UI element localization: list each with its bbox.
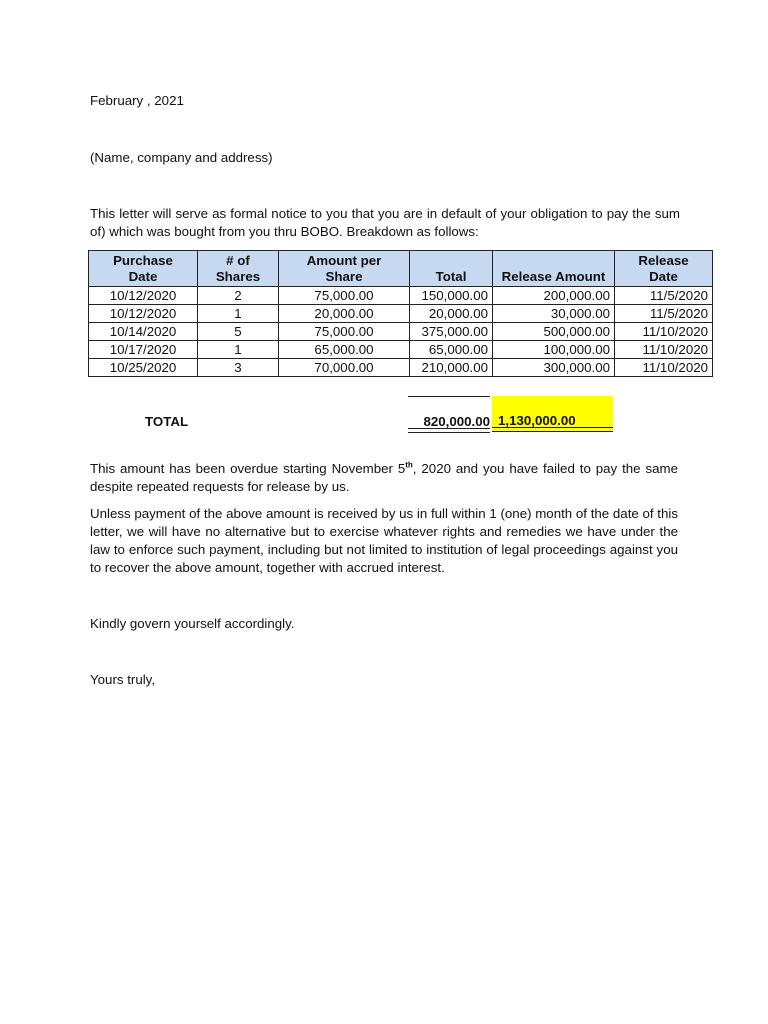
- table-row: [89, 341, 713, 359]
- cell-release-date: 11/10/2020: [615, 341, 713, 359]
- payment-demand-paragraph: Unless payment of the above amount is received by us in full within 1 (one) month of the date of this letter, we will have no alternative but to exercise whatever rights and remedies we have under the law to enforce such payment, including but not limited to institution of legal proceedings against you to recover the above amount, together with accrued interest.: [90, 506, 678, 575]
- letter-date: February , 2021: [90, 93, 184, 108]
- cell-total: 65,000.00: [410, 341, 493, 359]
- header-purchase-date: Purchase Date: [89, 251, 198, 287]
- header-total: Total: [410, 251, 493, 287]
- cell-shares: 2: [198, 287, 279, 305]
- double-underline: [408, 428, 490, 433]
- total-value: 820,000.00: [423, 414, 490, 429]
- cell-purchase-date: 10/12/2020: [89, 287, 198, 305]
- cell-total: 150,000.00: [410, 287, 493, 305]
- cell-release-date: 11/10/2020: [615, 323, 713, 341]
- total-release-amount: 1,130,000.00: [498, 413, 576, 428]
- addressee: (Name, company and address): [90, 150, 273, 165]
- cell-shares: 3: [198, 359, 279, 377]
- cell-purchase-date: 10/17/2020: [89, 341, 198, 359]
- total-release-cell: [492, 396, 613, 432]
- header-release-date: Release Date: [615, 251, 713, 287]
- cell-purchase-date: 10/14/2020: [89, 323, 198, 341]
- cell-release-date: 11/5/2020: [615, 305, 713, 323]
- header-amount-per-share: Amount per Share: [279, 251, 410, 287]
- cell-purchase-date: 10/25/2020: [89, 359, 198, 377]
- cell-purchase-date: 10/12/2020: [89, 305, 198, 323]
- cell-total: 210,000.00: [410, 359, 493, 377]
- cell-release-date: 11/10/2020: [615, 359, 713, 377]
- cell-release-amount: 200,000.00: [493, 287, 615, 305]
- total-value-cell: [408, 396, 490, 433]
- table-row: [89, 323, 713, 341]
- closing-line: Yours truly,: [90, 672, 156, 687]
- cell-shares: 1: [198, 305, 279, 323]
- cell-amount: 75,000.00: [279, 287, 410, 305]
- table-header-row: [89, 251, 713, 287]
- cell-amount: 20,000.00: [279, 305, 410, 323]
- cell-release-amount: 500,000.00: [493, 323, 615, 341]
- header-release-amount: Release Amount: [493, 251, 615, 287]
- table-row: [89, 305, 713, 323]
- shares-table: [88, 250, 713, 377]
- total-label: TOTAL: [145, 414, 189, 429]
- table-row: [89, 287, 713, 305]
- header-shares: # of Shares: [198, 251, 279, 287]
- cell-release-date: 11/5/2020: [615, 287, 713, 305]
- cell-shares: 5: [198, 323, 279, 341]
- cell-total: 20,000.00: [410, 305, 493, 323]
- cell-amount: 75,000.00: [279, 323, 410, 341]
- double-underline: [492, 427, 613, 432]
- cell-release-amount: 100,000.00: [493, 341, 615, 359]
- cell-shares: 1: [198, 341, 279, 359]
- govern-line: Kindly govern yourself accordingly.: [90, 616, 295, 631]
- cell-release-amount: 300,000.00: [493, 359, 615, 377]
- cell-amount: 65,000.00: [279, 341, 410, 359]
- cell-total: 375,000.00: [410, 323, 493, 341]
- overdue-paragraph: This amount has been overdue starting November 5th, 2020 and you have failed to pay the same despite repeated requests for release by us.: [90, 460, 679, 494]
- table-row: [89, 359, 713, 377]
- cell-amount: 70,000.00: [279, 359, 410, 377]
- cell-release-amount: 30,000.00: [493, 305, 615, 323]
- ordinal-suffix: th: [405, 460, 413, 470]
- intro-paragraph: This letter will serve as formal notice to you that you are in default of your obligation to pay the sum of) which was bought from you thru BOBO. Breakdown as follows:: [90, 206, 680, 239]
